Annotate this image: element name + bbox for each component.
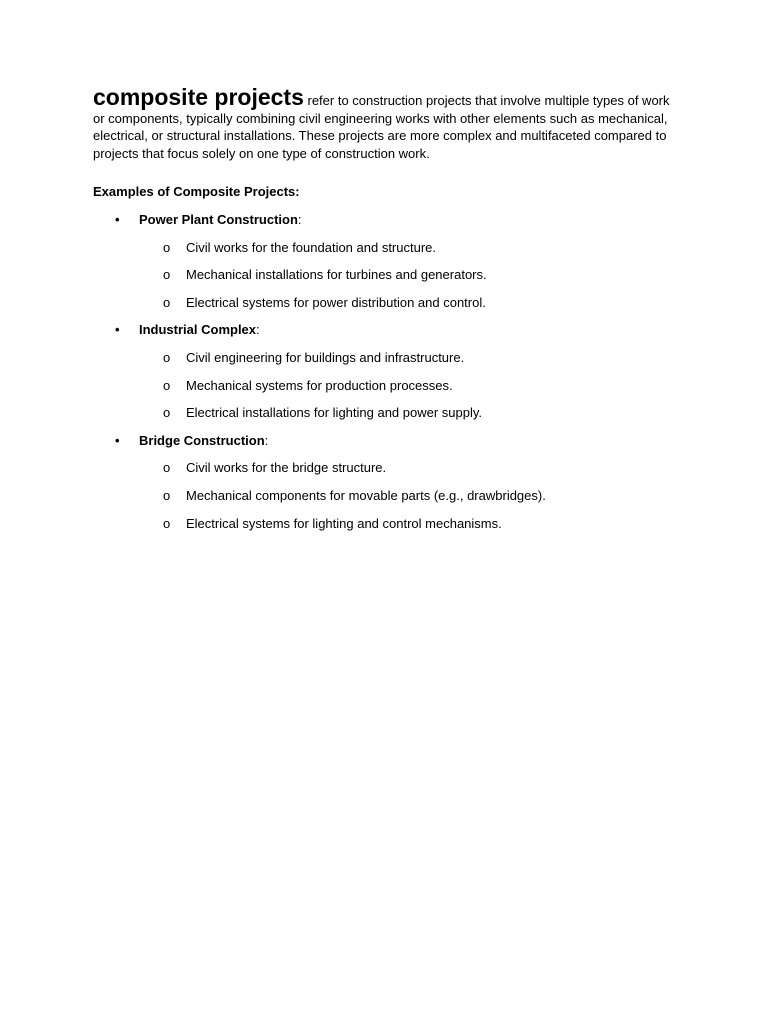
example-title (139, 321, 260, 338)
example-title (139, 211, 302, 228)
sub-list-item (93, 266, 673, 294)
bullet-icon: • (115, 322, 120, 338)
sub-list-item (93, 404, 673, 432)
example-title-suffix: : (264, 432, 269, 448)
example-title-text: Power Plant Construction (139, 212, 298, 227)
sub-list-item (93, 377, 673, 405)
sub-item-text: Mechanical systems for production processes. (186, 377, 453, 393)
sub-item-text: Civil works for the bridge structure. (186, 460, 387, 476)
intro-paragraph (93, 86, 673, 162)
example-title-text: Bridge Construction (139, 432, 265, 448)
sub-list-item (93, 294, 673, 322)
sub-list-item (93, 515, 673, 543)
sub-item-text: Electrical systems for lighting and control mechanisms. (186, 515, 502, 531)
sub-item-text: Mechanical components for movable parts (e.g., drawbridges). (186, 487, 546, 503)
sub-item-text: Electrical installations for lighting and power supply. (186, 405, 483, 421)
document-page (93, 84, 673, 531)
circle-bullet-icon: o (163, 349, 171, 365)
circle-bullet-icon: o (163, 377, 171, 393)
bullet-icon: • (115, 212, 120, 227)
circle-bullet-icon: o (163, 267, 171, 283)
list-item (93, 321, 673, 349)
examples-list (93, 211, 673, 542)
sub-list-item (93, 239, 673, 267)
circle-bullet-icon: o (163, 405, 171, 421)
circle-bullet-icon: o (163, 487, 171, 503)
list-item (93, 211, 673, 239)
sub-item-text: Mechanical installations for turbines and generators. (186, 267, 487, 283)
sub-list-item (93, 487, 673, 515)
sub-list-item (93, 349, 673, 377)
circle-bullet-icon: o (163, 515, 171, 531)
sub-item-text: Civil works for the foundation and structure. (186, 239, 437, 255)
example-title-suffix: : (256, 322, 260, 338)
example-title-text: Industrial Complex (139, 322, 257, 338)
example-title-suffix: : (297, 212, 302, 227)
sub-item-text: Electrical systems for power distribution and control. (186, 294, 486, 310)
example-title (139, 432, 268, 449)
defined-term: composite projects (93, 84, 304, 110)
circle-bullet-icon: o (163, 239, 171, 255)
intro-text: refer to construction projects that involve multiple types of work or components, typically combining civil engineering works with other elements such as mechanical, electrical, or structural installations. These projects are more complex and multifaceted compared to projects that focus solely on one type of construction work. (93, 93, 670, 161)
circle-bullet-icon: o (163, 460, 171, 476)
list-item (93, 432, 673, 460)
examples-heading: Examples of Composite Projects: (93, 184, 300, 199)
bullet-icon: • (115, 432, 120, 448)
sub-list-item (93, 459, 673, 487)
circle-bullet-icon: o (163, 294, 171, 310)
sub-item-text: Civil engineering for buildings and infrastructure. (186, 349, 465, 365)
